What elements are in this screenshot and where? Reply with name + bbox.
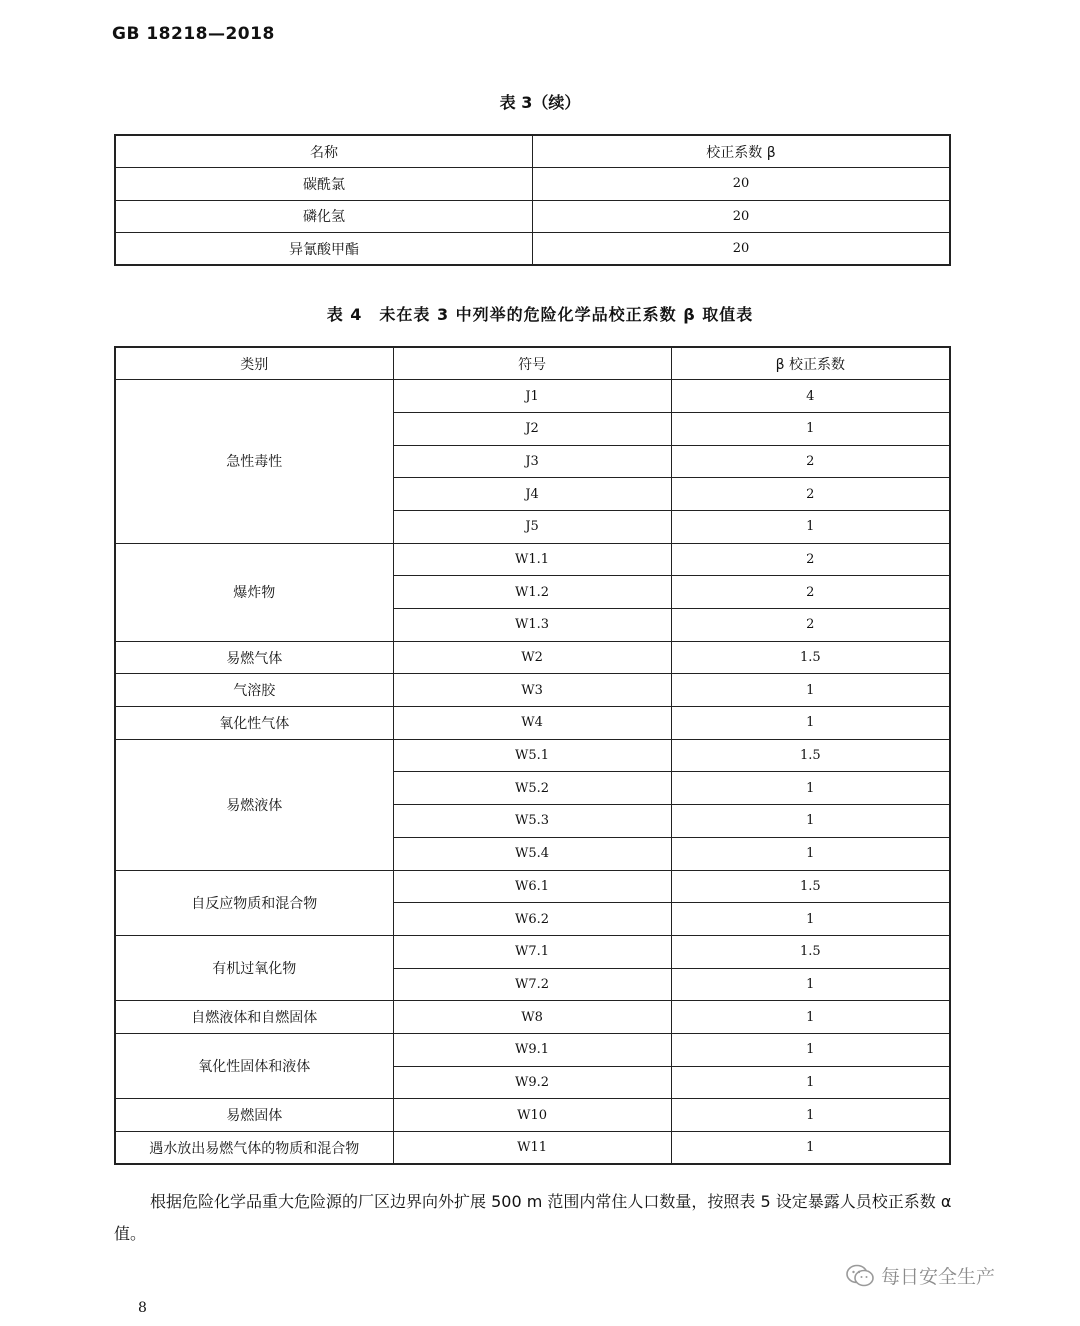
table4-cell-symbol: W6.1 bbox=[393, 870, 671, 903]
table4-cell-symbol: J1 bbox=[393, 380, 671, 413]
table4-cell-value: 1.5 bbox=[671, 739, 950, 772]
table4-cell-symbol: W1.2 bbox=[393, 576, 671, 609]
table4-cell-category: 遇水放出易燃气体的物质和混合物 bbox=[115, 1132, 393, 1165]
table4-cell-symbol: W1.3 bbox=[393, 609, 671, 642]
table4-cell-category: 自燃液体和自燃固体 bbox=[115, 1001, 393, 1034]
table4-cell-value: 1 bbox=[671, 707, 950, 740]
table4-cell-value: 1.5 bbox=[671, 641, 950, 674]
page-number: 8 bbox=[138, 1300, 147, 1316]
table4-cell-category: 自反应物质和混合物 bbox=[115, 870, 393, 935]
table3-caption: 表 3（续） bbox=[499, 93, 581, 112]
table4-cell-category: 气溶胶 bbox=[115, 674, 393, 707]
table4-cell-category: 有机过氧化物 bbox=[115, 935, 393, 1000]
table4-cell-value: 1 bbox=[671, 1099, 950, 1132]
table4-cell-value: 1 bbox=[671, 1001, 950, 1034]
standard-code: GB 18218—2018 bbox=[112, 24, 275, 44]
table4-cell-category: 易燃固体 bbox=[115, 1099, 393, 1132]
wechat-icon bbox=[845, 1263, 875, 1289]
table4-cell-symbol: W7.2 bbox=[393, 968, 671, 1001]
body-paragraph: 根据危险化学品重大危险源的厂区边界向外扩展 500 m 范围内常住人口数量，按照表 5 设定暴露人员校正系数 α 值。 bbox=[114, 1192, 952, 1243]
table4-cell-symbol: W11 bbox=[393, 1132, 671, 1165]
table-row bbox=[115, 1001, 950, 1034]
table-row bbox=[115, 380, 950, 413]
table4-body bbox=[115, 380, 950, 1165]
table-row bbox=[115, 641, 950, 674]
table4-cell-symbol: W8 bbox=[393, 1001, 671, 1034]
table4-cell-symbol: J4 bbox=[393, 478, 671, 511]
table4-cell-symbol: W3 bbox=[393, 674, 671, 707]
table4-cell-symbol: W2 bbox=[393, 641, 671, 674]
table4-cell-symbol: W5.2 bbox=[393, 772, 671, 805]
table4-cell-value: 1 bbox=[671, 968, 950, 1001]
table3-cell-name: 碳酰氯 bbox=[115, 168, 533, 201]
table4-cell-symbol: W10 bbox=[393, 1099, 671, 1132]
table4-cell-symbol: J3 bbox=[393, 445, 671, 478]
table-row bbox=[115, 1099, 950, 1132]
table4-cell-category: 爆炸物 bbox=[115, 543, 393, 641]
table4-header-category: 类别 bbox=[115, 347, 393, 380]
table-row bbox=[115, 935, 950, 968]
table4-cell-symbol: W5.1 bbox=[393, 739, 671, 772]
table4-cell-category: 氧化性固体和液体 bbox=[115, 1033, 393, 1098]
table4-cell-symbol: J2 bbox=[393, 412, 671, 445]
table4-cell-value: 4 bbox=[671, 380, 950, 413]
table-row bbox=[115, 168, 950, 201]
table4-cell-value: 1 bbox=[671, 805, 950, 838]
table3-cell-value: 20 bbox=[533, 200, 951, 233]
table-row bbox=[115, 233, 950, 266]
table4-cell-category: 易燃气体 bbox=[115, 641, 393, 674]
table4-cell-value: 1.5 bbox=[671, 935, 950, 968]
table4-cell-value: 1 bbox=[671, 1066, 950, 1099]
table4-cell-value: 2 bbox=[671, 543, 950, 576]
table4-cell-value: 2 bbox=[671, 478, 950, 511]
watermark bbox=[845, 1262, 995, 1289]
table4-cell-symbol: W1.1 bbox=[393, 543, 671, 576]
table4-cell-value: 2 bbox=[671, 445, 950, 478]
table4-cell-value: 1 bbox=[671, 837, 950, 870]
table3-cell-value: 20 bbox=[533, 168, 951, 201]
table4-header-symbol: 符号 bbox=[393, 347, 671, 380]
table4-cell-symbol: J5 bbox=[393, 510, 671, 543]
table4-cell-symbol: W7.1 bbox=[393, 935, 671, 968]
table-row bbox=[115, 674, 950, 707]
table4-header-beta: β 校正系数 bbox=[671, 347, 950, 380]
table4-cell-symbol: W9.2 bbox=[393, 1066, 671, 1099]
table4-cell-category: 氧化性气体 bbox=[115, 707, 393, 740]
table4-cell-value: 1 bbox=[671, 903, 950, 936]
table4-cell-symbol: W4 bbox=[393, 707, 671, 740]
table4-cell-value: 1 bbox=[671, 510, 950, 543]
table4-cell-value: 2 bbox=[671, 609, 950, 642]
table-row bbox=[115, 200, 950, 233]
table-row bbox=[115, 870, 950, 903]
table4-caption: 表 4 未在表 3 中列举的危险化学品校正系数 β 取值表 bbox=[326, 305, 754, 324]
table4-cell-value: 1 bbox=[671, 412, 950, 445]
table-row bbox=[115, 707, 950, 740]
table4-cell-symbol: W5.4 bbox=[393, 837, 671, 870]
table4-cell-symbol: W5.3 bbox=[393, 805, 671, 838]
watermark-text: 每日安全生产 bbox=[881, 1266, 996, 1288]
table4-cell-category: 易燃液体 bbox=[115, 739, 393, 870]
table-row bbox=[115, 1132, 950, 1165]
table3 bbox=[114, 134, 951, 266]
table3-cell-name: 磷化氢 bbox=[115, 200, 533, 233]
table4-cell-symbol: W9.1 bbox=[393, 1033, 671, 1066]
table4-cell-value: 1 bbox=[671, 1033, 950, 1066]
table-row bbox=[115, 1033, 950, 1066]
table4-cell-value: 1 bbox=[671, 1132, 950, 1165]
table-row bbox=[115, 739, 950, 772]
table4-cell-value: 1 bbox=[671, 772, 950, 805]
table3-cell-name: 异氰酸甲酯 bbox=[115, 233, 533, 266]
table4-cell-value: 1.5 bbox=[671, 870, 950, 903]
table4-cell-symbol: W6.2 bbox=[393, 903, 671, 936]
table4-cell-category: 急性毒性 bbox=[115, 380, 393, 543]
table3-cell-value: 20 bbox=[533, 233, 951, 266]
table-row bbox=[115, 543, 950, 576]
table4 bbox=[114, 346, 951, 1165]
table3-header-beta: 校正系数 β bbox=[533, 135, 951, 168]
table3-header-name: 名称 bbox=[115, 135, 533, 168]
table4-cell-value: 2 bbox=[671, 576, 950, 609]
table4-cell-value: 1 bbox=[671, 674, 950, 707]
